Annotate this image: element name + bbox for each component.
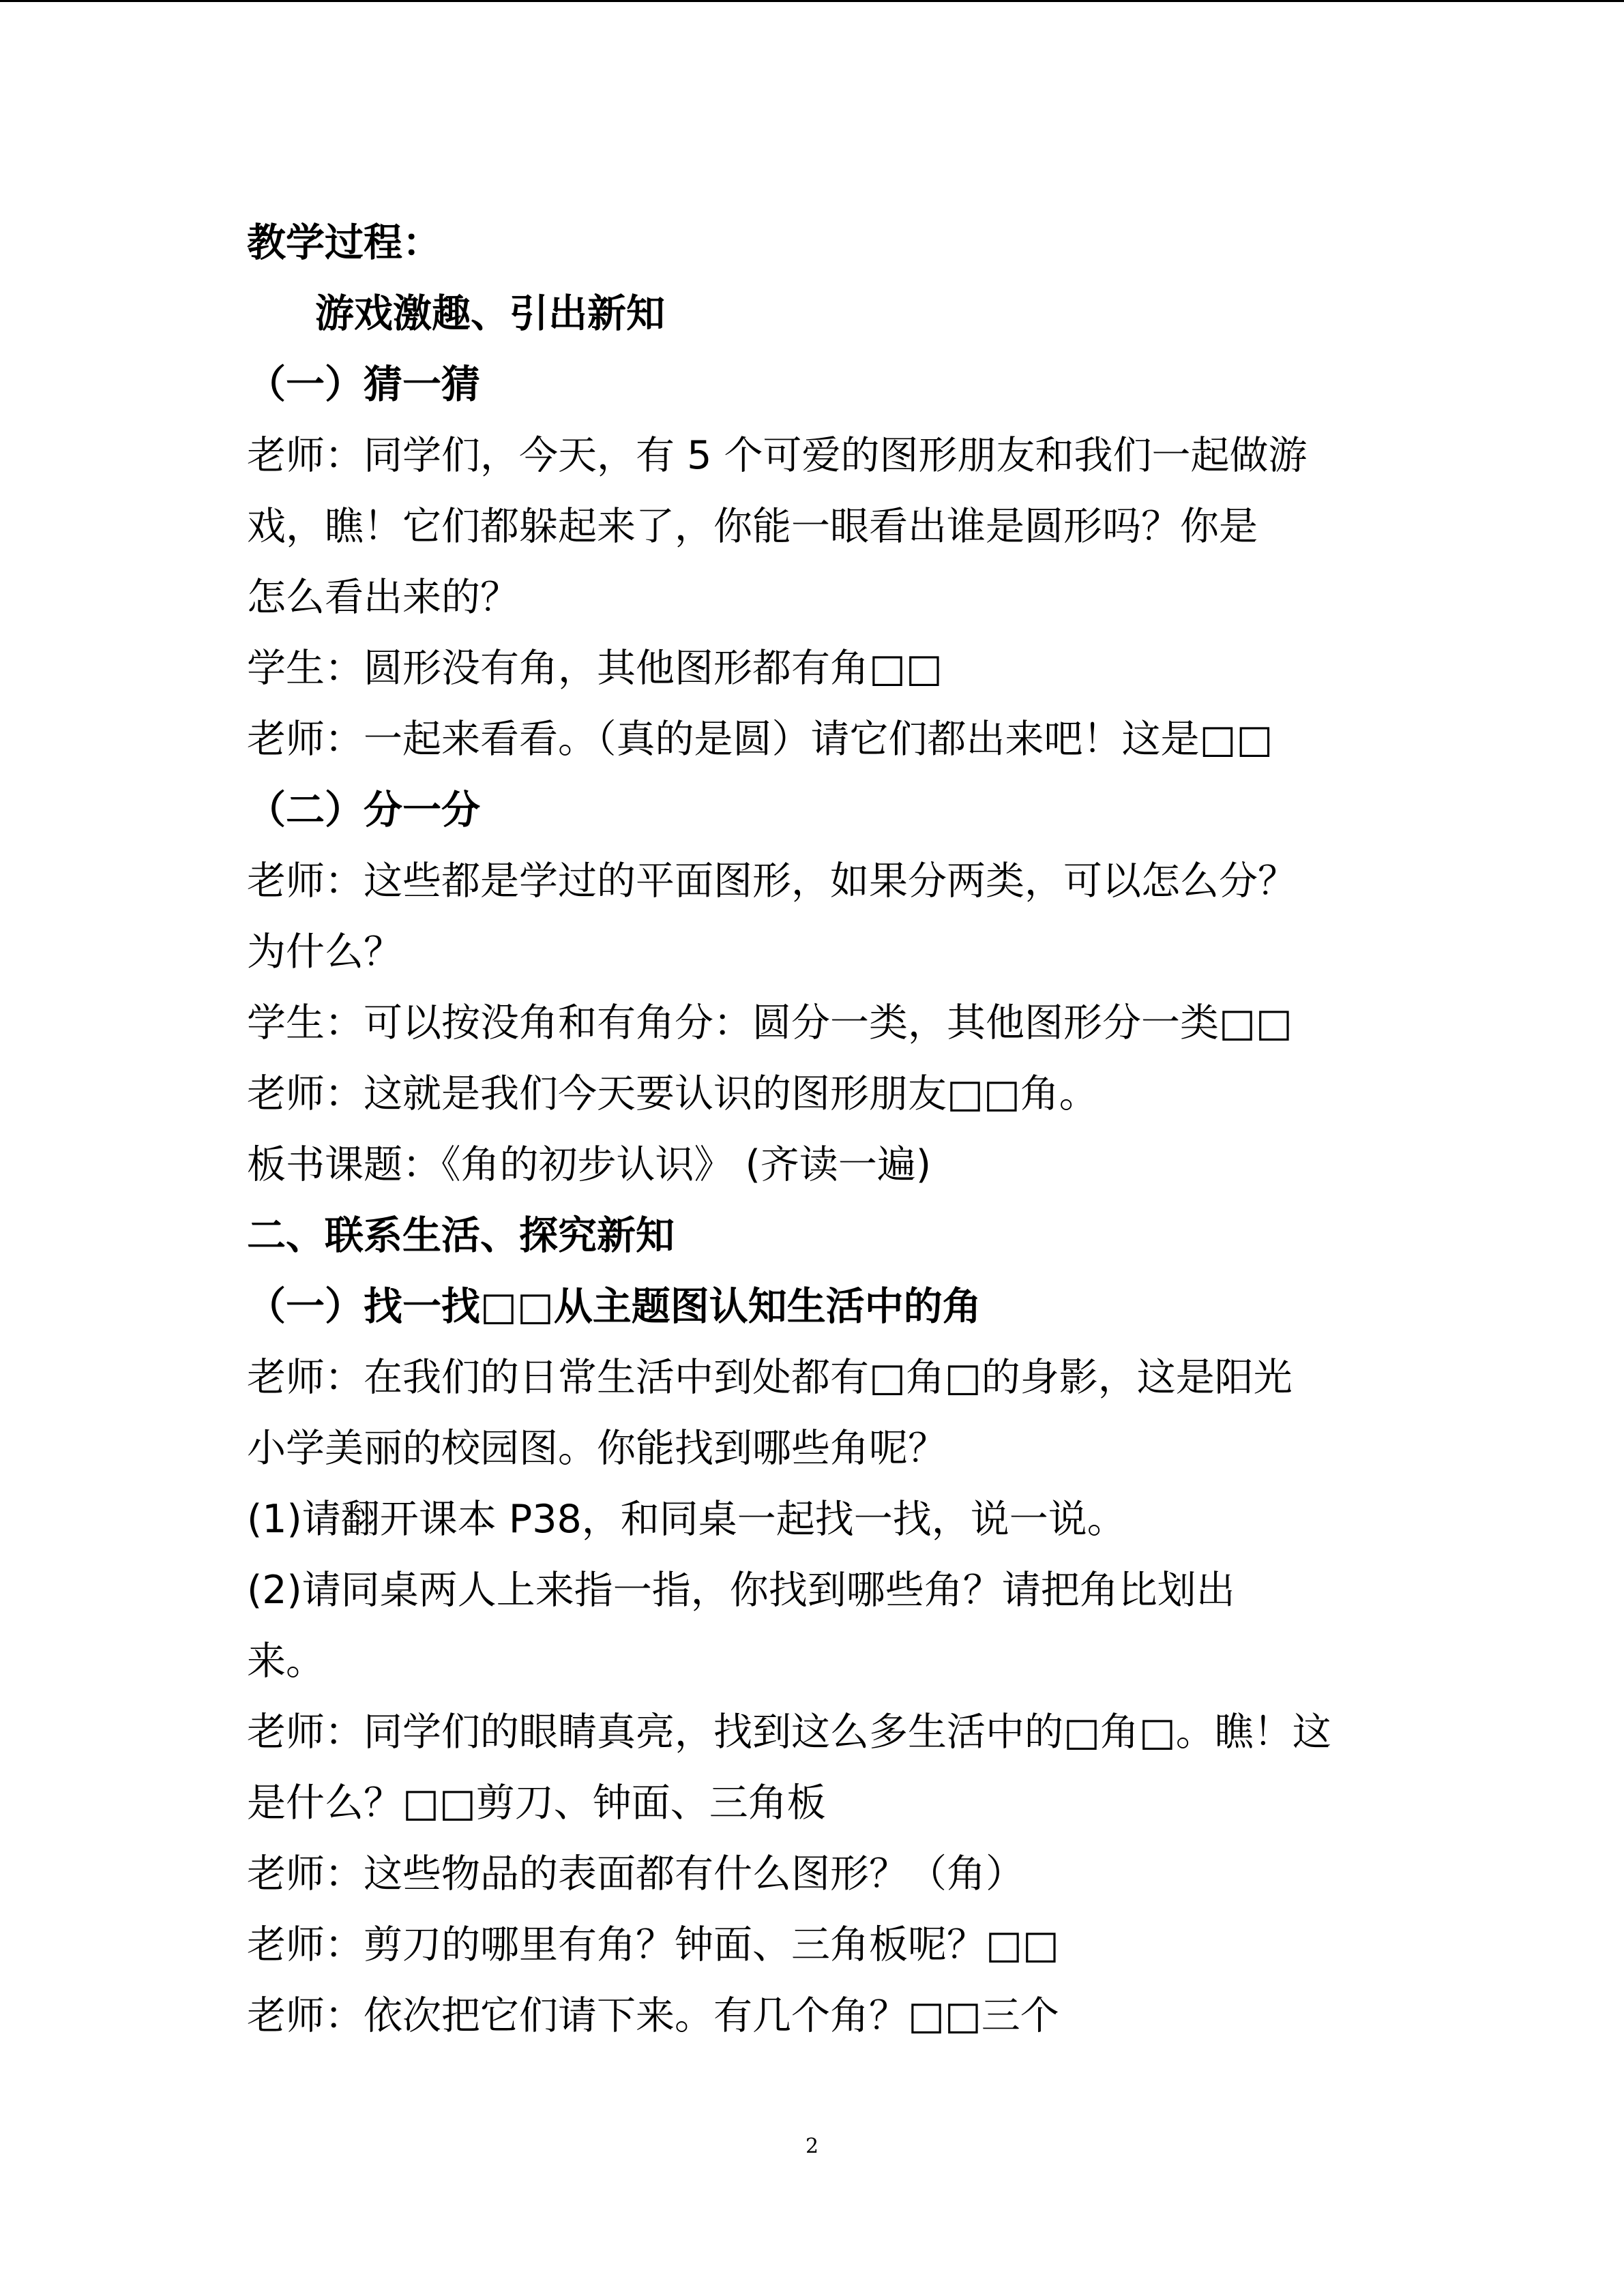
- paragraph-line: 学生：可以按没角和有角分：圆分一类，其他图形分一类□□: [247, 1000, 1293, 1045]
- paragraph-line: 是什么？□□剪刀、钟面、三角板: [247, 1780, 826, 1825]
- section-heading: 教学过程：: [247, 220, 441, 265]
- subsection-heading: （二）分一分: [247, 788, 480, 833]
- subsection-heading: （一）找一找□□从主题图认知生活中的角: [247, 1284, 981, 1329]
- paragraph-line: 怎么看出来的？: [247, 575, 519, 620]
- section-heading: 二、联系生活、探究新知: [247, 1213, 675, 1258]
- page-number: 2: [805, 2134, 819, 2158]
- subsection-heading: （一）猜一猜: [247, 362, 480, 407]
- document-body: [247, 207, 1379, 2051]
- paragraph-line: 板书课题：《角的初步认识》 (齐读一遍): [247, 1142, 932, 1187]
- paragraph-line: (1)请翻开课本 P38，和同桌一起找一找，说一说。: [247, 1497, 1126, 1542]
- paragraph-line: 老师：在我们的日常生活中到处都有□角□的身影，这是阳光: [247, 1355, 1293, 1400]
- paragraph-line: 学生：圆形没有角，其他图形都有角□□: [247, 646, 943, 691]
- paragraph-line: 老师：剪刀的哪里有角？钟面、三角板呢？□□: [247, 1922, 1059, 1967]
- subsection-heading: 游戏激趣、引出新知: [315, 291, 665, 336]
- paragraph-line: 老师：同学们的眼睛真亮，找到这么多生活中的□角□。瞧！这: [247, 1710, 1331, 1755]
- top-border: [0, 0, 1624, 2]
- paragraph-line: 戏，瞧！它们都躲起来了，你能一眼看出谁是圆形吗？你是: [247, 504, 1258, 549]
- paragraph-line: (2)请同桌两人上来指一指，你找到哪些角？请把角比划出: [247, 1568, 1235, 1613]
- paragraph-line: 老师：同学们，今天，有 5 个可爱的图形朋友和我们一起做游: [247, 433, 1308, 478]
- paragraph-line: 老师：这就是我们今天要认识的图形朋友□□角。: [247, 1071, 1098, 1116]
- paragraph-line: 为什么？: [247, 929, 402, 974]
- paragraph-line: 老师：一起来看看。（真的是圆）请它们都出来吧！这是□□: [247, 717, 1273, 762]
- paragraph-line: 来。: [247, 1639, 325, 1684]
- paragraph-line: 老师：依次把它们请下来。有几个角？□□三个: [247, 1993, 1059, 2038]
- paragraph-line: 小学美丽的校园图。你能找到哪些角呢？: [247, 1426, 947, 1471]
- paragraph-line: 老师：这些物品的表面都有什么图形？（角）: [247, 1851, 1024, 1896]
- paragraph-line: 老师：这些都是学过的平面图形，如果分两类，可以怎么分？: [247, 859, 1297, 904]
